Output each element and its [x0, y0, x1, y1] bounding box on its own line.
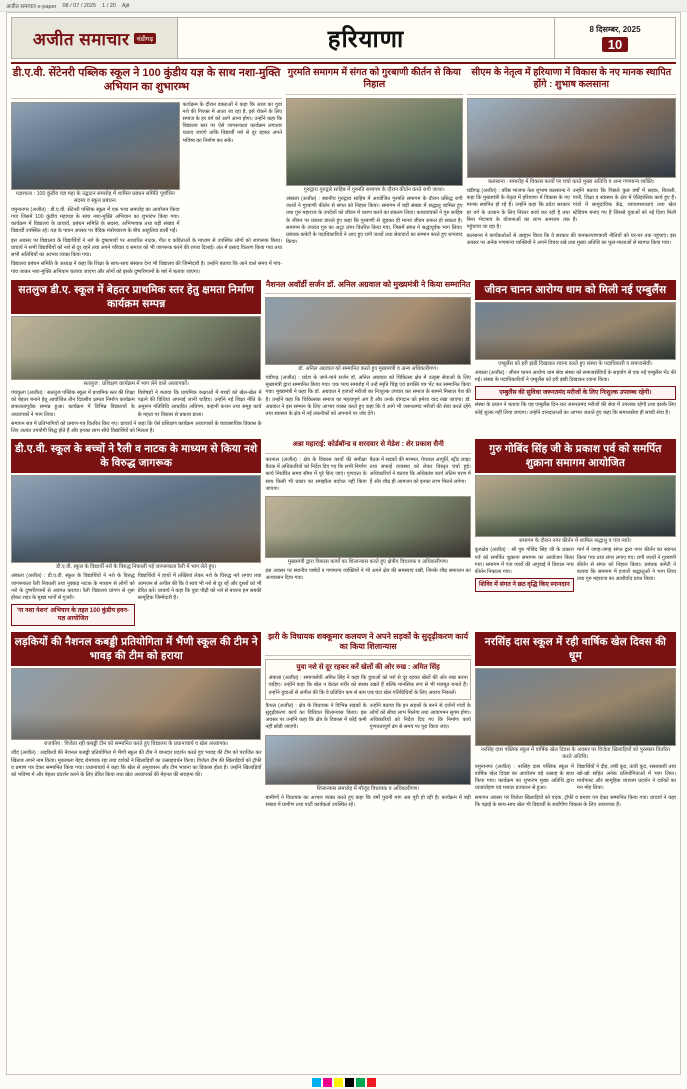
sports-day-body-2: विद्यार्थियों ने दौड़, लंबी कूद, ऊंची कूद, रस्साकशी तथा खो-खो सहित अनेक प्रतियोगिताओं में भाग लिया। मार्चपास्ट और सामूहिक व्यायाम प्रदर्शन ने दर्शकों का मन मोह लिया। — [576, 763, 677, 792]
road-work-body-1: कैथल (अजीत) : क्षेत्र के विधायक ने विभिन्न सड़कों के सुदृढ़ीकरण कार्य का विधिवत शिलान्यास किया। इस अवसर पर उन्होंने कहा कि क्षेत्र के विकास में कोई कमी नहीं छोड़ी जाएगी। — [265, 702, 367, 731]
dav-rally-body-1: अंबाला (अजीत) : डी.ए.वी. स्कूल के विद्यार्थियों ने नशे के विरुद्ध जागरूकता रैली निकाली तथा नुक्कड़ नाटक के माध्यम से लोगों को नशे के दुष्परिणामों से अवगत कराया। रैली विद्यालय प्रांगण से शुरू होकर शहर के मुख्य मार्गों से गुजरी। — [11, 573, 135, 601]
ambulance-banner-headline: जीवन चानन आरोग्य धाम को मिली नई एम्बुलैंस — [475, 280, 676, 300]
color-swatch-black — [345, 1078, 354, 1087]
surgeon-award-story — [265, 280, 470, 435]
ambulance-story — [475, 280, 676, 435]
sports-appeal-headline: युवा नशे से दूर रहकर करें खेलों की ओर रुख : अमित सिंह — [296, 664, 440, 672]
road-work-body-2: उन्होंने बताया कि इन सड़कों के बनने से दर्जनों गांवों के लोगों को सीधा लाभ मिलेगा तथा आवागमन सुगम होगा। अधिकारियों को निर्देश दिए गए कि निर्माण कार्य गुणवत्तापूर्ण ढंग से समय पर पूरा किया जाए। — [369, 702, 471, 731]
cm-headline: सीएम के नेतृत्व में हरियाणा में विकास के नए मानक स्थापित होंगे : शुभाष कलसाना — [471, 67, 672, 90]
cm-body-2: उन्होंने बताया कि पिछले कुछ वर्षों में सड़क, बिजली, पानी, शिक्षा व स्वास्थ्य के क्षेत्र में ऐतिहासिक कार्य हुए हैं। गांवों में सामुदायिक केंद्र, व्यायामशालाएं तथा खेल स्टेडियम बनाए गए हैं जिससे युवाओं को नई दिशा मिली है। — [572, 187, 677, 223]
kabaddi-photo-caption: राजकीय : विजेता रही कबड्डी टीम को सम्मानित करते हुए विद्यालय के प्रधानाचार्य व खेल अध्यापक। — [43, 741, 229, 748]
issue-date: 8 दिसम्बर, 2025 — [589, 25, 641, 34]
vikas-headline: अन्ना महाराई: कोर्डबॉन्ड व शरदवार से मेडेश : शेर प्रकाश सैनी — [292, 441, 444, 449]
satluj-body-3: समापन सत्र में प्रतिभागियों को प्रमाण-पत्र वितरित किए गए। प्राचार्य ने कहा कि ऐसे प्रशिक्षण कार्यक्रम अध्यापकों के व्यावसायिक विकास के लिए अत्यंत उपयोगी सिद्ध होते हैं और इनका लाभ सीधे विद्यार्थियों को मिलता है। — [11, 420, 262, 434]
satluj-body-1: पंचकूला (अजीत) : सतलुज पब्लिक स्कूल में प्राथमिक स्तर की शिक्षा को बेहतर बनाने हेतु आयोजित तीन दिवसीय क्षमता निर्माण कार्यक्रम सफलतापूर्वक सम्पन्न हुआ। कार्यक्रम में विभिन्न विद्यालयों के अध्यापकों ने भाग लिया। — [11, 389, 135, 418]
dav-rally-story — [11, 439, 261, 628]
sports-day-photo — [475, 668, 676, 746]
satluj-photo — [11, 316, 261, 380]
divider — [265, 293, 470, 294]
kabaddi-banner-headline: लड़कियों की नैशनल कबड्डी प्रतियोगिता में भैंणी स्कूल की टीम ने भावड़ की टीम को हराया — [11, 632, 261, 666]
gurmat-photo — [286, 98, 463, 186]
satluj-banner-headline: सतलुज डी.ए. स्कूल में बेहतर प्राथमिक स्तर हेतु क्षमता निर्माण कार्यक्रम सम्पन्न — [11, 280, 261, 314]
vikas-photo-caption: मुख्यमंत्री द्वारा विकास कार्यों का शिलान्यास करते हुए क्षेत्रीय विधायक व अधिकारीगण। — [287, 559, 449, 566]
band-2 — [11, 439, 676, 628]
divider — [265, 453, 470, 454]
dav-rally-photo-caption: डी.ए.वी. स्कूल के विद्यार्थी नशे के विरुद्ध निकाली गई जागरूकता रैली में भाग लेते हुए। — [56, 564, 217, 571]
edition-badge: चंडीगढ़ — [134, 33, 157, 44]
color-registration-bar — [0, 1075, 687, 1089]
vikas-body-3: इस अवसर पर स्थानीय पार्षदों व गणमान्य व्यक्तियों ने भी अपने क्षेत्र की समस्याएं रखीं, जिनके शीघ्र समाधान का आश्वासन दिया गया। — [265, 568, 471, 582]
ambulance-highlight-box: एम्बुलैंस की सुविधा जरूरतमंद मरीजों के लिए निःशुल्क उपलब्ध रहेगी। — [475, 386, 676, 400]
kabaddi-story — [11, 632, 261, 809]
surgeon-photo-caption: डॉ. अनिल अग्रवाल को सम्मानित करते हुए मुख्यमंत्री व अन्य अधिकारीगण। — [298, 365, 438, 372]
browser-tabs-text: 1 / 20 — [102, 2, 116, 9]
browser-date-text: 08 / 07 / 2025 — [62, 2, 97, 9]
sports-appeal-box — [265, 659, 470, 699]
band-3 — [11, 632, 676, 809]
road-work-photo-caption: शिलान्यास समारोह में मौजूद विधायक व अधिकारीगण। — [316, 785, 420, 792]
sports-day-story — [475, 632, 676, 809]
divider — [467, 94, 676, 95]
lead-body-4: विद्यालय प्रबंधन समिति के अध्यक्ष ने कहा कि शिक्षा के साथ-साथ संस्कार देना भी विद्यालय की जिम्मेदारी है। उन्होंने बताया कि आने वाले समय में गांव-गांव जाकर नशा-मुक्ति अभियान चलाया जाएगा और लोगों को इसके दुष्परिणामों के बारे में बताया जाएगा। — [11, 261, 283, 275]
ambulance-body-1: अंबाला (अजीत) : जीवन चानन आरोग्य धाम सेवा संस्था को समाजसेवियों के सहयोग से एक नई एम्बुलैंस भेंट की गई। संस्था के पदाधिकारियों ने एम्बुलैंस को हरी झंडी दिखाकर रवाना किया। — [474, 369, 676, 384]
gurmat-story — [286, 67, 463, 276]
gurpurab-photo-caption: समागम के दौरान नगर कीर्तन में शामिल श्रद्धालु व पंज प्यारे। — [519, 538, 632, 545]
browser-right-text: Ajit — [121, 2, 130, 9]
satluj-body-2: विशेषज्ञों ने बताया कि प्राथमिक कक्षाओं में बच्चों को खेल-खेल में पढ़ाने की विधियां अपनाई जानी चाहिए। उन्होंने नई शिक्षा नीति के अनुरूप गतिविधि आधारित अधिगम, कहानी कथन तथा समूह कार्य के महत्व पर विस्तार से प्रकाश डाला। — [137, 389, 262, 418]
vikas-photo — [265, 496, 470, 558]
gurmat-body: अंबाला (अजीत) : स्थानीय गुरुद्वारा साहिब में आयोजित गुरमति समागम के दौरान प्रसिद्ध रागी जत्थों ने गुरबाणी कीर्तन से संगत को निहाल किया। समागम में बड़ी संख्या में श्रद्धालु शामिल हुए तथा गुरु महाराज के उपदेशों को जीवन में धारण करने का संकल्प लिया। कथावाचकों ने गुरु साहिब के जीवन पर प्रकाश डालते हुए कहा कि गुरबाणी से जुड़कर ही मानव जीवन सफल हो सकता है। समागम के उपरांत गुरु का अटूट लंगर वितरित किया गया, जिसमें संगत ने श्रद्धापूर्वक भाग लिया। प्रबंधक कमेटी के पदाधिकारियों ने आए हुए रागी जत्थों तथा सेवादारों का सम्मान करते हुए धन्यवाद किया। — [286, 195, 463, 246]
gurpurab-highlight-box: शिविर में संगत ने छठ वृद्धि किए स्नानदान — [475, 578, 574, 592]
cm-body-1: चंडीगढ़ (अजीत) : वरिष्ठ भाजपा नेता शुभाष कलसाना ने कहा कि मुख्यमंत्री के नेतृत्व में हरियाणा में विकास के नए मानक स्थापित हो रहे हैं। उन्होंने कहा कि प्रदेश सरकार हर वर्ग के उत्थान के लिए निरंतर कार्य कर रही है तथा बिना भेदभाव के योजनाओं का लाभ आमजन तक पहुंचाया जा रहा है। — [466, 187, 570, 230]
gurmat-headline: गुरमति समागम में संगत को गुरबाणी कीर्तन से किया निहाल — [287, 67, 461, 90]
satluj-photo-caption: सतलुज : प्रशिक्षण कार्यक्रम में भाग लेने वाले अध्यापकों। — [83, 380, 189, 387]
kabaddi-body: जींद (अजीत) : लड़कियों की नैशनल कबड्डी प्रतियोगिता में भैंणी स्कूल की टीम ने शानदार प्रदर्शन करते हुए भावड़ की टीम को पराजित कर खिताब अपने नाम किया। मुकाबला बेहद रोमांचक रहा तथा दर्शकों ने खिलाड़ियों का उत्साहवर्धन किया। विजेता टीम की खिलाड़ियों को ट्रॉफी व प्रमाण पत्र देकर सम्मानित किया गया। प्रधानाचार्य ने कहा कि खेल से अनुशासन और टीम भावना का विकास होता है। उन्होंने खिलाड़ियों को भविष्य में और बेहतर प्रदर्शन करने के लिए प्रेरित किया तथा खेल अध्यापकों की मेहनत की सराहना की। — [11, 750, 262, 779]
divider — [265, 655, 470, 656]
masthead — [11, 17, 676, 59]
lead-photo-caption: यज्ञशाला : 100 कुंडीय यज्ञ महा के उद्घाटन समारोह में शामिल प्रबंधन समिति पूर्वाधिन सदस्य व स्कूल प्रबंधन। — [15, 190, 175, 204]
surgeon-body: चंडीगढ़ (अजीत) : प्रदेश के जाने-माने सर्जन डॉ. अनिल अग्रवाल को चिकित्सा क्षेत्र में उत्कृष्ट सेवाओं के लिए मुख्यमंत्री द्वारा सम्मानित किया गया। एक भव्य समारोह में उन्हें स्मृति चिह्न एवं प्रशस्ति पत्र भेंट कर सम्मानित किया गया। मुख्यमंत्री ने कहा कि डॉ. अग्रवाल ने हजारों मरीजों का निःशुल्क उपचार कर समाज के सामने मिसाल पेश की है। उन्होंने कहा कि चिकित्सक समाज का महत्वपूर्ण अंग हैं और उनके योगदान को हमेशा याद रखा जाएगा। डॉ. अग्रवाल ने इस सम्मान के लिए आभार व्यक्त करते हुए कहा कि वे आगे भी जरूरतमंद मरीजों की सेवा करते रहेंगे तथा स्वास्थ्य के क्षेत्र में नई तकनीकों को अपनाने पर जोर देंगे। — [265, 374, 471, 417]
vikas-body-2: बैठक में सड़कों की मरम्मत, पेयजल आपूर्ति, स्ट्रीट लाइट तथा सफाई व्यवस्था को लेकर विस्तृत चर्चा हुई। अधिकारियों ने बताया कि अधिकांश कार्य अंतिम चरण में हैं और शीघ्र ही आमजन को इनका लाभ मिलने लगेगा। — [369, 456, 471, 485]
ambulance-body-2: संस्था के प्रधान ने बताया कि यह एम्बुलैंस दिन-रात जरूरतमंद मरीजों की सेवा में उपलब्ध रहेगी तथा इसके लिए कोई शुल्क नहीं लिया जाएगा। उन्होंने दानदाताओं का आभार जताते हुए कहा कि समाजसेवा ही सच्ची सेवा है। — [474, 402, 676, 416]
lead-body-2: कार्यक्रम के दौरान वक्ताओं ने कहा कि आज का युवा नशे की गिरफ्त में आता जा रहा है, इसे रोकने के लिए समाज के हर वर्ग को आगे आना होगा। उन्होंने कहा कि विद्यालय स्तर पर ऐसे जागरूकता कार्यक्रम लगातार चलाए जाएंगे ताकि विद्यार्थी नशे से दूर रहकर अपने भविष्य का निर्माण कर सकें। — [182, 101, 283, 144]
cm-photo — [467, 98, 676, 178]
color-swatch-yellow — [334, 1078, 343, 1087]
kabaddi-photo — [11, 668, 261, 740]
masthead-brand — [12, 18, 178, 58]
gurpurab-body-2: मार्ग में जगह-जगह संगत द्वारा नगर कीर्तन का स्वागत किया गया तथा लंगर लगाए गए। रागी जत्थों ने गुरबाणी कीर्तन से संगत को निहाल किया। प्रबंधक कमेटी ने बताया कि समागम में हजारों श्रद्धालुओं ने भाग लिया तथा गुरु महाराज का आशीर्वाद प्राप्त किया। — [576, 547, 677, 583]
surgeon-photo — [265, 297, 470, 365]
gurpurab-photo — [475, 475, 676, 537]
ambulance-photo — [475, 302, 676, 360]
ambulance-photo-caption: एम्बुलैंस को हरी झंडी दिखाकर रवाना करते हुए संस्था के पदाधिकारी व समाजसेवी। — [498, 360, 653, 367]
sports-day-photo-caption: नरसिंह दास पब्लिक स्कूल में वार्षिक खेल दिवस के अवसर पर विजेता खिलाड़ियों को पुरस्कार वितरित करते अतिथि। — [480, 747, 670, 761]
browser-bar — [0, 0, 687, 12]
road-work-story — [265, 632, 470, 809]
dav-rally-banner-headline: डी.ए.वी. स्कूल के बच्चों ने रैली व नाटक के माध्यम से किया नशे के विरुद्ध जागरूक — [11, 439, 261, 473]
browser-left-text: अजीत समाचार e-paper — [6, 3, 57, 10]
sports-day-banner-headline: नरसिंह दास स्कूल में रही वार्षिक खेल दिवस की धूम — [475, 632, 676, 666]
road-work-body-3: ग्रामीणों ने विधायक का आभार व्यक्त करते हुए कहा कि वर्षों पुरानी मांग अब पूरी हो रही है। कार्यक्रम में बड़ी संख्या में ग्रामीण तथा पार्टी कार्यकर्ता उपस्थित रहे। — [265, 794, 471, 808]
top-row — [11, 67, 676, 276]
gurmat-photo-caption: गुरुद्वारा गुरुद्वारे साहिब में गुरमति समागम के दौरान कीर्तन करते रागी जत्था। — [303, 186, 445, 193]
color-swatch-magenta — [323, 1078, 332, 1087]
dav-rally-body-2: विद्यार्थियों ने हाथों में तख्तियां लेकर नशे के विरुद्ध नारे लगाए तथा आमजन से अपील की कि वे स्वयं भी नशे से दूर रहें और दूसरों को भी प्रेरित करें। प्राचार्य ने कहा कि युवा पीढ़ी को नशे से बचाना हम सबकी सामूहिक जिम्मेदारी है। — [137, 573, 262, 601]
sports-day-body-1: यमुनानगर (अजीत) : नरसिंह दास पब्लिक स्कूल में वार्षिक खेल दिवस का आयोजन बड़े उत्साह के साथ किया गया। कार्यक्रम का शुभारंभ मुख्य अतिथि द्वारा ध्वजारोहण एवं मशाल प्रज्वलन से हुआ। — [474, 763, 574, 792]
satluj-story — [11, 280, 261, 435]
color-swatch-green — [356, 1078, 365, 1087]
lead-body-1: यमुनानगर (अजीत) : डी.ए.वी. सेंटेनरी पब्लिक स्कूल में एक भव्य समारोह का आयोजन किया गया जिसमें 100 कुंडीय महायज्ञ के साथ नशा-मुक्ति अभियान का शुभारंभ किया गया। कार्यक्रम में विद्यालय के प्राचार्य, प्रबंधन समिति के सदस्य, अभिभावक तथा बड़ी संख्या में विद्यार्थी उपस्थित रहे। यज्ञ के पावन अवसर पर वैदिक मंत्रोच्चारण के बीच आहुतियां डाली गईं। — [11, 206, 180, 235]
dav-rally-photo — [11, 475, 261, 563]
masthead-title-wrap — [178, 18, 554, 58]
road-work-headline: झरी के विधायक शक्कूमार कलयण ने अपने सड़कों के सुदृढ़ीकरण कार्य का किया शिलान्यास — [268, 632, 469, 652]
dav-rally-highlight-box: 'ना नशा नेशन' अभियान के तहत 100 कुंडीय हवन-यज्ञ आयोजित — [11, 604, 135, 626]
masthead-rule — [11, 62, 676, 64]
color-swatch-red — [367, 1078, 376, 1087]
color-swatch-cyan — [312, 1078, 321, 1087]
divider — [11, 98, 282, 99]
masthead-meta — [554, 18, 675, 58]
vikas-review-story — [265, 439, 470, 628]
vikas-body-1: करनाल (अजीत) : क्षेत्र के विकास कार्यों की समीक्षा बैठक में अधिकारियों को निर्देश दिए गए कि सभी निर्माण कार्य निर्धारित समय सीमा में पूरे किए जाएं। गुणवत्ता के साथ किसी भी प्रकार का समझौता बर्दाश्त नहीं किया जाएगा। — [265, 456, 367, 492]
surgeon-headline: नैशनल अवॉर्डी सर्जन डॉ. अनिल अग्रवाल को मुख्यमंत्री ने किया सम्मानित — [265, 279, 471, 289]
page-sheet — [6, 12, 681, 1075]
lead-headline: डी.ए.वी. सेंटेनरी पब्लिक स्कूल ने 100 कुंडीय यज्ञ के साथ नशा-मुक्ति अभियान का शुभारम्भ — [12, 67, 281, 93]
gurpurab-banner-headline: गुरु गोबिंद सिंह जी के प्रकाश पर्व को समर्पित शुक्राना समागम आयोजित — [475, 439, 676, 473]
cm-body-3: कलसाना ने कार्यकर्ताओं से आह्वान किया कि वे सरकार की जनकल्याणकारी नीतियों को घर-घर तक पहुंचाएं। इस अवसर पर अनेक गणमान्य व्यक्तियों ने अपने विचार रखे तथा मुख्य अतिथि का फूल-मालाओं से स्वागत किया गया। — [466, 233, 676, 247]
divider — [286, 94, 463, 95]
lead-story — [11, 67, 282, 276]
page-title: हरियाणा — [327, 25, 405, 53]
sports-day-body-3: समापन अवसर पर विजेता खिलाड़ियों को पदक, ट्रॉफी व प्रमाण पत्र देकर सम्मानित किया गया। प्राचार्य ने कहा कि पढ़ाई के साथ-साथ खेल भी विद्यार्थी के सर्वांगीण विकास के लिए आवश्यक हैं। — [474, 794, 676, 808]
lead-body-3: इस अवसर पर विद्यालय के विद्यार्थियों ने नशे के दुष्प्रभावों पर आधारित नाटक, गीत व कविताओं के माध्यम से उपस्थित लोगों को जागरूक किया। प्राचार्य ने सभी विद्यार्थियों को नशे से दूर रहने तथा अपने परिवार व समाज को भी जागरूक करने की शपथ दिलाई। अंत में प्रसाद वितरण किया गया तथा सभी अतिथियों का आभार व्यक्त किया गया। — [11, 237, 283, 259]
lead-photo — [11, 102, 180, 190]
road-work-photo — [265, 735, 470, 785]
publication-logo: अजीत समाचार — [32, 29, 130, 49]
sports-appeal-body: अंबाला (अजीत) : समाजसेवी अमित सिंह ने कहा कि युवाओं को नशे से दूर रहकर खेलों की ओर रुख करना चाहिए। उन्होंने कहा कि खेल न केवल शरीर को स्वस्थ रखते हैं बल्कि मानसिक रूप से भी मजबूत बनाते हैं। उन्होंने युवाओं से अपील की कि वे प्रतिदिन कम से कम एक घंटा खेल गतिविधियों के लिए अवश्य निकालें। — [268, 675, 468, 696]
band-1 — [11, 280, 676, 435]
cm-photo-caption: कलसाना : समारोह में विकास कार्यों पर चर्चा करते मुख्य अतिथि व अन्य गणमान्य व्यक्ति। — [487, 178, 655, 185]
cm-development-story — [467, 67, 676, 276]
gurpurab-body-1: कुरुक्षेत्र (अजीत) : श्री गुरु गोबिंद सिंह जी के प्रकाश पर्व को समर्पित शुक्राना समागम का आयोजन किया गया। समागम में पंज प्यारों की अगुवाई में विशाल नगर कीर्तन निकाला गया। — [474, 547, 574, 575]
gurpurab-story — [475, 439, 676, 628]
page-number: 10 — [602, 37, 628, 52]
